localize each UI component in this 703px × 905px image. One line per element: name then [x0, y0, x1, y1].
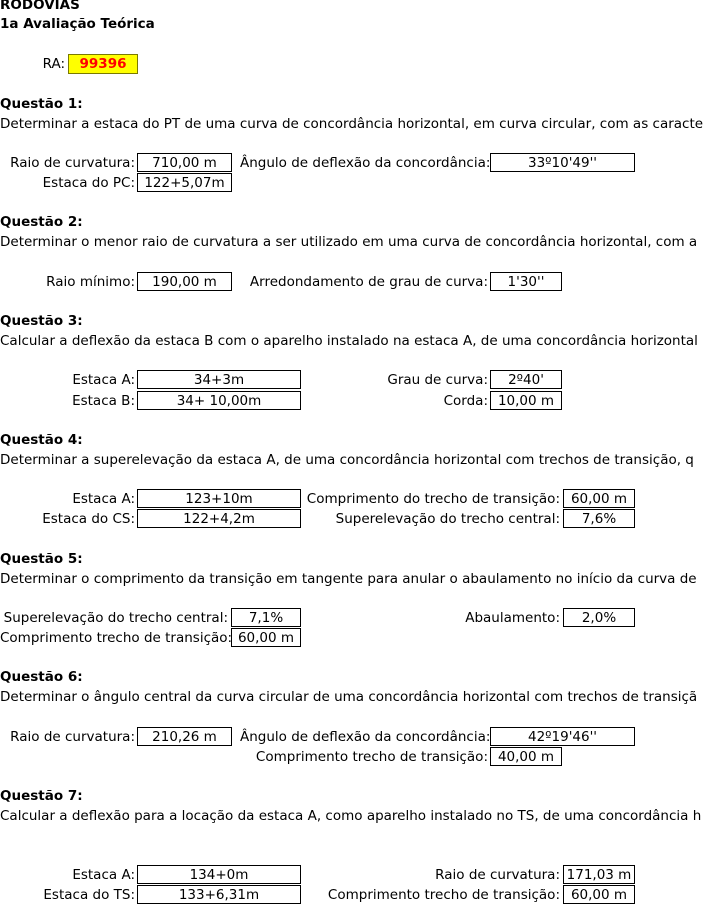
q4-comp-cell[interactable]: 60,00 m [563, 489, 635, 508]
q3-grau-cell[interactable]: 2º40' [490, 370, 562, 389]
q7-ts-cell[interactable]: 133+6,31m [137, 885, 301, 904]
q6-comp-cell[interactable]: 40,00 m [490, 747, 562, 766]
q4-text: Determinar a superelevação da estaca A, de uma concordância horizontal com trechos de transição, q [0, 452, 694, 468]
q4-title: Questão 4: [0, 432, 83, 448]
q5-abaul-cell[interactable]: 2,0% [563, 608, 635, 627]
q5-text: Determinar o comprimento da transição em tangente para anular o abaulamento no início da curva de [0, 571, 697, 587]
q3-a-cell[interactable]: 34+3m [137, 370, 301, 389]
q2-title: Questão 2: [0, 214, 83, 230]
q2-arred-cell[interactable]: 1'30'' [490, 272, 562, 291]
q1-angulo-cell[interactable]: 33º10'49'' [490, 153, 635, 172]
q7-a-cell[interactable]: 134+0m [137, 865, 301, 884]
q1-raio-cell[interactable]: 710,00 m [137, 153, 232, 172]
q1-raio-label: Raio de curvatura: [10, 155, 135, 171]
q6-title: Questão 6: [0, 669, 83, 685]
q7-raio-label: Raio de curvatura: [435, 867, 560, 883]
q3-title: Questão 3: [0, 313, 83, 329]
q4-cs-label: Estaca do CS: [42, 511, 135, 527]
q4-a-cell[interactable]: 123+10m [137, 489, 301, 508]
q5-super-cell[interactable]: 7,1% [231, 608, 301, 627]
q1-angulo-label: Ângulo de deflexão da concordância: [240, 155, 491, 171]
q6-angulo-cell[interactable]: 42º19'46'' [490, 727, 635, 746]
q7-comp-label: Comprimento trecho de transição: [327, 887, 560, 903]
q1-title: Questão 1: [0, 96, 83, 112]
document-title: RODOVIAS [0, 0, 80, 13]
q7-ts-label: Estaca do TS: [43, 887, 135, 903]
q4-cs-cell[interactable]: 122+4,2m [137, 509, 301, 528]
q5-super-label: Superelevação do trecho central: [3, 610, 228, 626]
q7-comp-cell[interactable]: 60,00 m [563, 885, 635, 904]
q6-comp-label: Comprimento trecho de transição: [255, 749, 488, 765]
q1-pc-cell[interactable]: 122+5,07m [137, 173, 232, 192]
q7-text: Calcular a deflexão para a locação da estaca A, como aparelho instalado no TS, de uma concordância h [0, 808, 702, 824]
q2-arred-label: Arredondamento de grau de curva: [249, 274, 488, 290]
q6-raio-cell[interactable]: 210,26 m [137, 727, 232, 746]
q3-text: Calcular a deflexão da estaca B com o aparelho instalado na estaca A, de uma concordância horizontal [0, 333, 698, 349]
q3-b-label: Estaca B: [72, 393, 135, 409]
q1-pc-label: Estaca do PC: [42, 175, 135, 191]
q4-super-cell[interactable]: 7,6% [563, 509, 635, 528]
q5-comp-label: Comprimento trecho de transição: [0, 630, 233, 646]
q3-a-label: Estaca A: [72, 372, 135, 388]
q5-title: Questão 5: [0, 551, 83, 567]
q5-abaul-label: Abaulamento: [465, 610, 560, 626]
q4-comp-label: Comprimento do trecho de transição: [306, 491, 560, 507]
q7-a-label: Estaca A: [72, 867, 135, 883]
q6-raio-label: Raio de curvatura: [10, 729, 135, 745]
q7-title: Questão 7: [0, 788, 83, 804]
q4-super-label: Superelevação do trecho central: [335, 511, 560, 527]
q2-raio-label: Raio mínimo: [46, 274, 135, 290]
q5-comp-cell[interactable]: 60,00 m [231, 628, 301, 647]
document-subtitle: 1a Avaliação Teórica [0, 16, 155, 32]
q4-a-label: Estaca A: [72, 491, 135, 507]
ra-value-cell[interactable]: 99396 [68, 54, 138, 74]
q6-angulo-label: Ângulo de deflexão da concordância: [240, 729, 491, 745]
q3-corda-label: Corda: [443, 393, 488, 409]
q6-text: Determinar o ângulo central da curva circular de uma concordância horizontal com trechos de transiçã [0, 689, 698, 705]
ra-label: RA: [42, 56, 65, 72]
q7-raio-cell[interactable]: 171,03 m [563, 865, 635, 884]
q3-b-cell[interactable]: 34+ 10,00m [137, 391, 301, 410]
q1-text: Determinar a estaca do PT de uma curva de concordância horizontal, em curva circular, com as caracte [0, 116, 703, 132]
q2-raio-cell[interactable]: 190,00 m [137, 272, 232, 291]
q3-grau-label: Grau de curva: [387, 372, 488, 388]
q3-corda-cell[interactable]: 10,00 m [490, 391, 562, 410]
q2-text: Determinar o menor raio de curvatura a ser utilizado em uma curva de concordância horizontal, com a [0, 234, 698, 250]
